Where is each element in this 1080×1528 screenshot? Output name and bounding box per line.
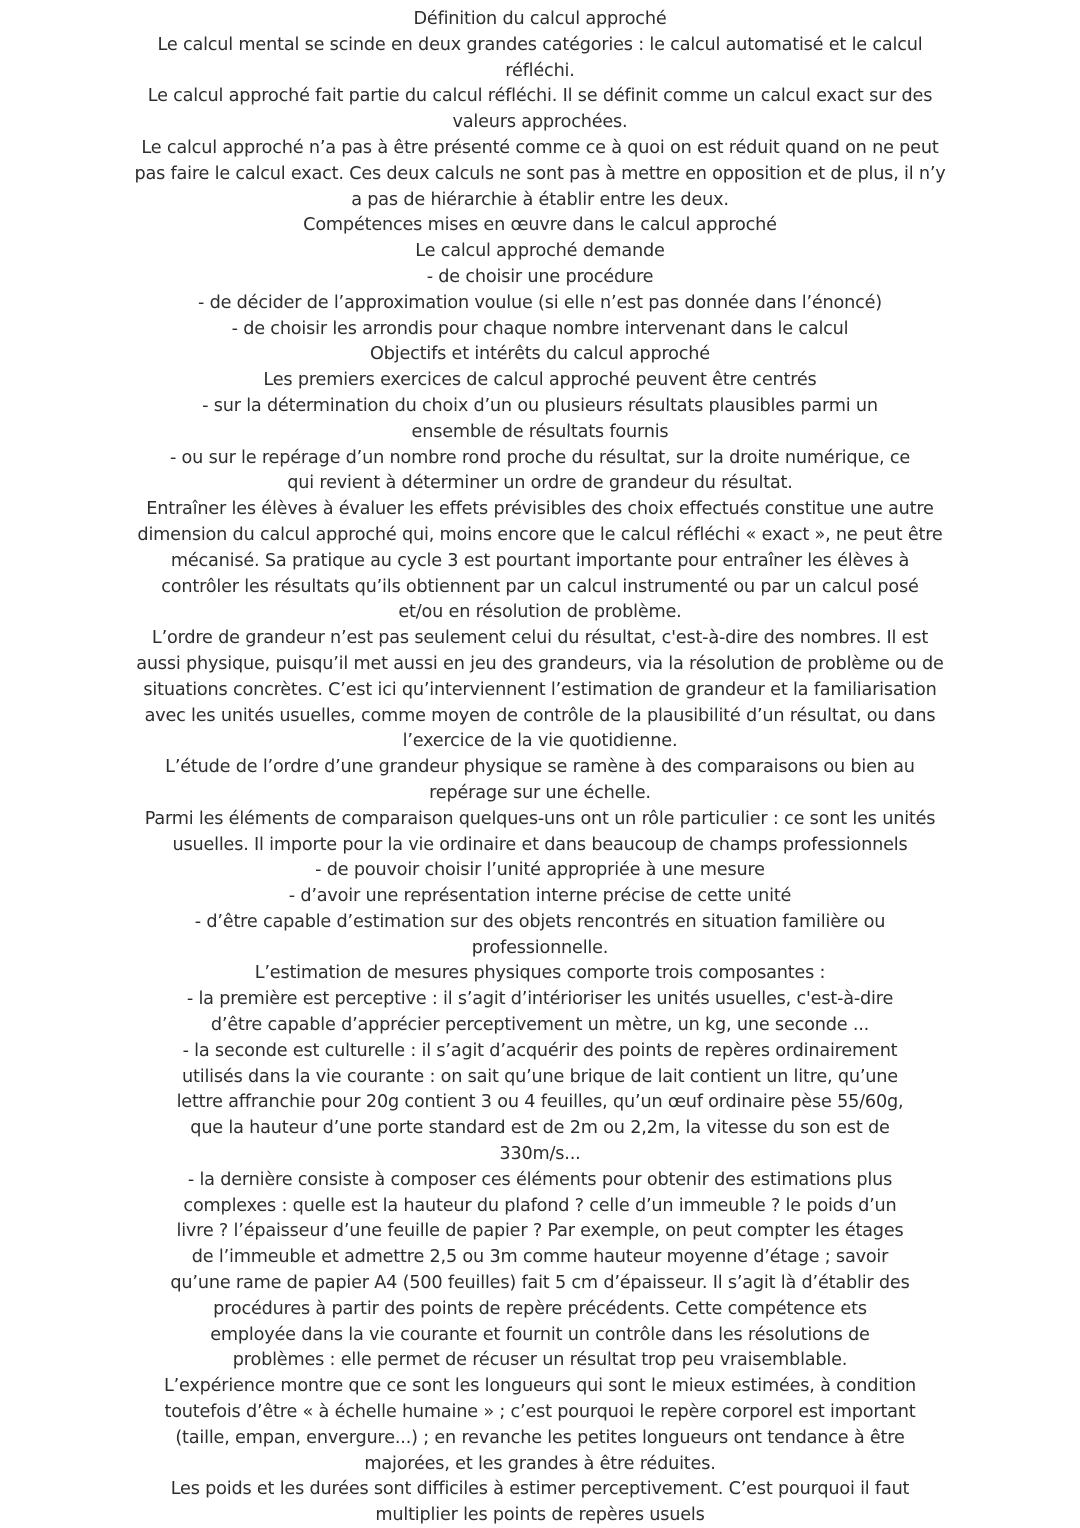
text-line: Les poids et les durées sont difficiles à estimer perceptivement. C’est pourquoi il faut xyxy=(170,1478,910,1500)
text-line: - d’avoir une représentation interne précise de cette unité xyxy=(288,885,792,907)
text-line: Les premiers exercices de calcul approché peuvent être centrés xyxy=(263,369,817,391)
text-line: dimension du calcul approché qui, moins encore que le calcul réfléchi « exact », ne peut être xyxy=(137,523,943,545)
text-line: d’être capable d’apprécier perceptivement un mètre, un kg, une seconde ... xyxy=(210,1014,870,1036)
text-line: a pas de hiérarchie à établir entre les deux. xyxy=(351,188,729,210)
text-line: Définition du calcul approché xyxy=(413,8,667,29)
text-line: Objectifs et intérêts du calcul approché xyxy=(370,343,710,365)
text-line: L’expérience montre que ce sont les longueurs qui sont le mieux estimées, à condition xyxy=(163,1375,917,1397)
text-line: - la dernière consiste à composer ces éléments pour obtenir des estimations plus xyxy=(187,1168,893,1190)
text-line: - de décider de l’approximation voulue (si elle n’est pas donnée dans l’énoncé) xyxy=(197,291,883,313)
text-line: Le calcul approché demande xyxy=(415,240,665,262)
text-line: situations concrètes. C’est ici qu’interviennent l’estimation de grandeur et la familiarisation xyxy=(143,678,937,700)
text-line: l’exercice de la vie quotidienne. xyxy=(402,730,678,752)
document-body xyxy=(0,6,1080,1528)
text-line: de l’immeuble et admettre 2,5 ou 3m comme hauteur moyenne d’étage ; savoir xyxy=(191,1246,889,1268)
text-line: ensemble de résultats fournis xyxy=(411,420,669,442)
text-line: et/ou en résolution de problème. xyxy=(398,601,682,623)
text-line: L’étude de l’ordre d’une grandeur physique se ramène à des comparaisons ou bien au xyxy=(165,756,915,778)
text-line: repérage sur une échelle. xyxy=(429,781,651,803)
text-line: Le calcul mental se scinde en deux grandes catégories : le calcul automatisé et le calcul xyxy=(157,33,923,55)
text-line: L’ordre de grandeur n’est pas seulement celui du résultat, c'est-à-dire des nombres. Il est xyxy=(151,627,929,649)
text-line: professionnelle. xyxy=(471,936,609,958)
text-line: livre ? l’épaisseur d’une feuille de papier ? Par exemple, on peut compter les étages xyxy=(176,1220,904,1242)
text-line: - de choisir les arrondis pour chaque nombre intervenant dans le calcul xyxy=(231,317,849,339)
text-line: mécanisé. Sa pratique au cycle 3 est pourtant importante pour entraîner les élèves à xyxy=(170,549,910,571)
text-line: contrôler les résultats qu’ils obtiennent par un calcul instrumenté ou par un calcul posé xyxy=(161,575,919,597)
text-line: utilisés dans la vie courante : on sait qu’une brique de lait contient un litre, qu’une xyxy=(182,1065,898,1087)
text-line: multiplier les points de repères usuels xyxy=(375,1504,705,1526)
text-line: Entraîner les élèves à évaluer les effets prévisibles des choix effectués constitue une autre xyxy=(146,498,934,520)
text-line: (taille, empan, envergure...) ; en revanche les petites longueurs ont tendance à être xyxy=(175,1426,905,1448)
text-line: problèmes : elle permet de récuser un résultat trop peu vraisemblable. xyxy=(232,1349,848,1371)
text-line: - de pouvoir choisir l’unité appropriée à une mesure xyxy=(315,859,765,881)
text-line: - sur la détermination du choix d’un ou plusieurs résultats plausibles parmi un xyxy=(202,394,878,416)
text-line: pas faire le calcul exact. Ces deux calculs ne sont pas à mettre en opposition et de plus, il n’y xyxy=(134,162,946,184)
text-line: Le calcul approché fait partie du calcul réfléchi. Il se définit comme un calcul exact sur des xyxy=(147,85,933,107)
text-line: aussi physique, puisqu’il met aussi en jeu des grandeurs, via la résolution de problème ou de xyxy=(136,652,944,674)
text-line: 330m/s... xyxy=(499,1143,581,1165)
text-line: - de choisir une procédure xyxy=(426,265,654,287)
text-line: - la première est perceptive : il s’agit d’intérioriser les unités usuelles, c'est-à-dire xyxy=(186,988,894,1010)
text-line: avec les unités usuelles, comme moyen de contrôle de la plausibilité d’un résultat, ou dans xyxy=(144,704,936,726)
text-line: - la seconde est culturelle : il s’agit d’acquérir des points de repères ordinairement xyxy=(182,1039,898,1061)
text-line: majorées, et les grandes à être réduites. xyxy=(364,1452,716,1474)
text-line: que la hauteur d’une porte standard est de 2m ou 2,2m, la vitesse du son est de xyxy=(190,1117,890,1139)
text-line: complexes : quelle est la hauteur du plafond ? celle d’un immeuble ? le poids d’un xyxy=(183,1194,897,1216)
text-line: Parmi les éléments de comparaison quelques-uns ont un rôle particulier : ce sont les unités xyxy=(144,807,936,829)
text-line: lettre affranchie pour 20g contient 3 ou 4 feuilles, qu’un œuf ordinaire pèse 55/60g, xyxy=(176,1091,904,1113)
text-line: - ou sur le repérage d’un nombre rond proche du résultat, sur la droite numérique, ce xyxy=(169,446,911,468)
text-line: - d’être capable d’estimation sur des objets rencontrés en situation familière ou xyxy=(194,910,886,932)
text-line: Le calcul approché n’a pas à être présenté comme ce à quoi on est réduit quand on ne peut xyxy=(141,136,939,158)
text-line: Compétences mises en œuvre dans le calcul approché xyxy=(303,214,777,236)
text-line: réfléchi. xyxy=(505,59,575,81)
text-line: procédures à partir des points de repère précédents. Cette compétence ets xyxy=(213,1297,867,1319)
text-line: employée dans la vie courante et fournit un contrôle dans les résolutions de xyxy=(210,1323,870,1345)
text-line: usuelles. Il importe pour la vie ordinaire et dans beaucoup de champs professionnels xyxy=(172,833,908,855)
text-line: qui revient à déterminer un ordre de grandeur du résultat. xyxy=(287,472,793,494)
text-line: toutefois d’être « à échelle humaine » ; c’est pourquoi le repère corporel est important xyxy=(164,1401,916,1423)
text-line: valeurs approchées. xyxy=(452,111,628,133)
text-line: L’estimation de mesures physiques comporte trois composantes : xyxy=(254,962,826,984)
text-line: qu’une rame de papier A4 (500 feuilles) fait 5 cm d’épaisseur. Il s’agit là d’établir des xyxy=(170,1272,910,1294)
